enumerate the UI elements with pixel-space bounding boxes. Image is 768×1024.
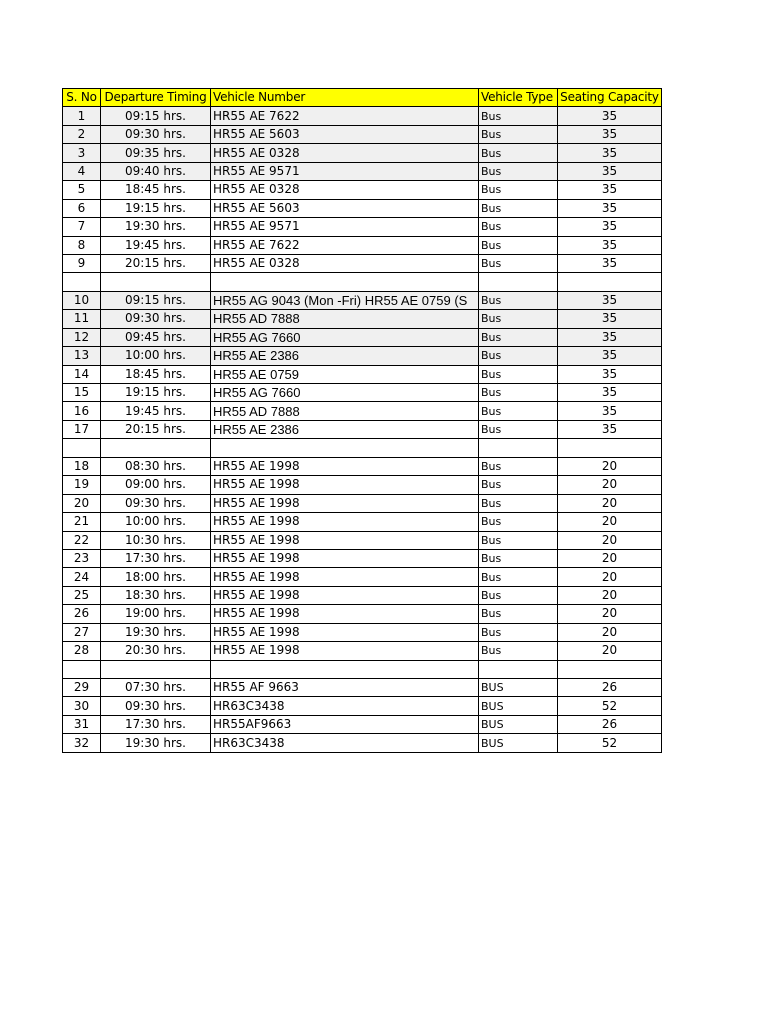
cell-departure-time[interactable]: 09:35 hrs. <box>101 144 211 162</box>
cell-seating-capacity[interactable]: 26 <box>558 679 662 697</box>
cell-seating-capacity[interactable] <box>558 660 662 678</box>
cell-vehicle-type[interactable]: Bus <box>479 236 558 254</box>
cell-seating-capacity[interactable]: 52 <box>558 734 662 752</box>
cell-vehicle-number[interactable]: HR55 AE 1998 <box>211 586 479 604</box>
cell-departure-time[interactable]: 09:00 hrs. <box>101 476 211 494</box>
cell-departure-time[interactable]: 09:30 hrs. <box>101 697 211 715</box>
cell-sno[interactable]: 2 <box>63 125 101 143</box>
cell-vehicle-type[interactable]: Bus <box>479 531 558 549</box>
cell-departure-time[interactable]: 09:15 hrs. <box>101 291 211 309</box>
cell-vehicle-number[interactable]: HR63C3438 <box>211 697 479 715</box>
cell-vehicle-type[interactable]: Bus <box>479 513 558 531</box>
cell-vehicle-type[interactable]: BUS <box>479 679 558 697</box>
cell-seating-capacity[interactable]: 20 <box>558 605 662 623</box>
table-row <box>63 568 662 586</box>
cell-seating-capacity[interactable]: 52 <box>558 697 662 715</box>
cell-sno[interactable]: 32 <box>63 734 101 752</box>
cell-departure-time[interactable]: 18:45 hrs. <box>101 181 211 199</box>
cell-departure-time[interactable]: 19:00 hrs. <box>101 605 211 623</box>
table-row <box>63 218 662 236</box>
table-row <box>63 125 662 143</box>
cell-departure-time[interactable]: 08:30 hrs. <box>101 457 211 475</box>
table-row <box>63 531 662 549</box>
cell-seating-capacity[interactable]: 35 <box>558 310 662 328</box>
cell-seating-capacity[interactable]: 35 <box>558 384 662 402</box>
cell-vehicle-number[interactable]: HR55 AE 5603 <box>211 199 479 217</box>
cell-vehicle-number[interactable]: HR55 AG 9043 (Mon -Fri) HR55 AE 0759 (S <box>211 291 479 309</box>
cell-vehicle-number[interactable]: HR55 AG 7660 <box>211 384 479 402</box>
cell-vehicle-type[interactable]: Bus <box>479 181 558 199</box>
cell-sno[interactable]: 28 <box>63 642 101 660</box>
cell-seating-capacity[interactable]: 35 <box>558 199 662 217</box>
table-row <box>63 273 662 291</box>
cell-vehicle-type[interactable] <box>479 273 558 291</box>
cell-vehicle-type[interactable]: Bus <box>479 291 558 309</box>
header-vehicle-type[interactable]: Vehicle Type <box>479 89 558 107</box>
cell-sno[interactable]: 21 <box>63 513 101 531</box>
table-row <box>63 402 662 420</box>
cell-sno[interactable]: 29 <box>63 679 101 697</box>
cell-departure-time[interactable]: 19:15 hrs. <box>101 199 211 217</box>
table-row <box>63 457 662 475</box>
cell-departure-time[interactable]: 17:30 hrs. <box>101 549 211 567</box>
cell-seating-capacity[interactable]: 20 <box>558 623 662 641</box>
bus-schedule-table <box>62 88 662 753</box>
cell-departure-time[interactable]: 18:45 hrs. <box>101 365 211 383</box>
cell-vehicle-number[interactable]: HR55 AE 1998 <box>211 513 479 531</box>
cell-sno[interactable]: 31 <box>63 715 101 733</box>
cell-vehicle-number[interactable]: HR55 AE 1998 <box>211 605 479 623</box>
cell-sno[interactable]: 18 <box>63 457 101 475</box>
cell-departure-time[interactable]: 20:30 hrs. <box>101 642 211 660</box>
cell-departure-time[interactable]: 19:45 hrs. <box>101 236 211 254</box>
cell-vehicle-number[interactable]: HR55 AE 9571 <box>211 162 479 180</box>
cell-seating-capacity[interactable]: 35 <box>558 347 662 365</box>
cell-vehicle-type[interactable]: Bus <box>479 568 558 586</box>
cell-seating-capacity[interactable]: 20 <box>558 642 662 660</box>
cell-sno[interactable]: 15 <box>63 384 101 402</box>
cell-vehicle-type[interactable]: Bus <box>479 328 558 346</box>
cell-seating-capacity[interactable]: 35 <box>558 218 662 236</box>
cell-vehicle-number[interactable]: HR55 AG 7660 <box>211 328 479 346</box>
cell-vehicle-number[interactable]: HR55 AE 9571 <box>211 218 479 236</box>
table-row <box>63 623 662 641</box>
cell-vehicle-type[interactable]: Bus <box>479 199 558 217</box>
cell-departure-time[interactable]: 19:30 hrs. <box>101 734 211 752</box>
cell-seating-capacity[interactable]: 35 <box>558 144 662 162</box>
cell-seating-capacity[interactable]: 20 <box>558 568 662 586</box>
cell-vehicle-type[interactable]: Bus <box>479 254 558 272</box>
cell-sno[interactable] <box>63 660 101 678</box>
table-row <box>63 236 662 254</box>
cell-sno[interactable]: 26 <box>63 605 101 623</box>
cell-vehicle-number[interactable]: HR55 AE 0328 <box>211 181 479 199</box>
cell-sno[interactable]: 8 <box>63 236 101 254</box>
cell-departure-time[interactable]: 10:00 hrs. <box>101 513 211 531</box>
table-row <box>63 181 662 199</box>
cell-sno[interactable]: 3 <box>63 144 101 162</box>
table-body <box>63 107 662 752</box>
cell-seating-capacity[interactable] <box>558 439 662 457</box>
cell-seating-capacity[interactable]: 35 <box>558 254 662 272</box>
cell-vehicle-type[interactable]: Bus <box>479 107 558 125</box>
cell-seating-capacity[interactable]: 20 <box>558 549 662 567</box>
cell-departure-time[interactable] <box>101 660 211 678</box>
cell-vehicle-type[interactable]: BUS <box>479 734 558 752</box>
cell-vehicle-type[interactable]: BUS <box>479 715 558 733</box>
cell-sno[interactable]: 17 <box>63 420 101 438</box>
cell-vehicle-type[interactable]: Bus <box>479 402 558 420</box>
cell-sno[interactable]: 5 <box>63 181 101 199</box>
cell-vehicle-number[interactable]: HR55 AE 7622 <box>211 236 479 254</box>
cell-sno[interactable] <box>63 273 101 291</box>
header-sno[interactable]: S. No <box>63 89 101 107</box>
cell-sno[interactable]: 14 <box>63 365 101 383</box>
cell-vehicle-type[interactable]: BUS <box>479 697 558 715</box>
cell-sno[interactable]: 22 <box>63 531 101 549</box>
cell-sno[interactable]: 25 <box>63 586 101 604</box>
cell-departure-time[interactable]: 18:30 hrs. <box>101 586 211 604</box>
table-row <box>63 494 662 512</box>
cell-sno[interactable] <box>63 439 101 457</box>
cell-vehicle-type[interactable]: Bus <box>479 586 558 604</box>
cell-sno[interactable]: 9 <box>63 254 101 272</box>
cell-sno[interactable]: 11 <box>63 310 101 328</box>
cell-vehicle-type[interactable]: Bus <box>479 623 558 641</box>
cell-vehicle-type[interactable]: Bus <box>479 476 558 494</box>
cell-vehicle-number[interactable]: HR55 AE 1998 <box>211 642 479 660</box>
cell-sno[interactable]: 16 <box>63 402 101 420</box>
cell-sno[interactable]: 27 <box>63 623 101 641</box>
table-row <box>63 476 662 494</box>
cell-vehicle-number[interactable]: HR55 AE 2386 <box>211 420 479 438</box>
cell-seating-capacity[interactable]: 35 <box>558 162 662 180</box>
cell-departure-time[interactable]: 09:15 hrs. <box>101 107 211 125</box>
cell-sno[interactable]: 4 <box>63 162 101 180</box>
cell-vehicle-number[interactable]: HR55 AD 7888 <box>211 310 479 328</box>
table-row <box>63 310 662 328</box>
cell-vehicle-number[interactable]: HR55 AE 1998 <box>211 623 479 641</box>
cell-vehicle-number[interactable]: HR55 AE 1998 <box>211 476 479 494</box>
cell-departure-time[interactable]: 18:00 hrs. <box>101 568 211 586</box>
cell-vehicle-number[interactable] <box>211 660 479 678</box>
cell-vehicle-type[interactable]: Bus <box>479 384 558 402</box>
cell-vehicle-number[interactable]: HR55 AE 5603 <box>211 125 479 143</box>
cell-seating-capacity[interactable] <box>558 273 662 291</box>
header-row <box>63 89 662 107</box>
table-row <box>63 439 662 457</box>
cell-seating-capacity[interactable]: 20 <box>558 457 662 475</box>
cell-sno[interactable]: 24 <box>63 568 101 586</box>
cell-seating-capacity[interactable]: 20 <box>558 513 662 531</box>
cell-departure-time[interactable]: 19:45 hrs. <box>101 402 211 420</box>
cell-vehicle-number[interactable]: HR55 AE 1998 <box>211 531 479 549</box>
table-row <box>63 144 662 162</box>
cell-departure-time[interactable]: 17:30 hrs. <box>101 715 211 733</box>
cell-vehicle-number[interactable] <box>211 439 479 457</box>
table-row <box>63 347 662 365</box>
cell-vehicle-number[interactable]: HR55 AE 1998 <box>211 549 479 567</box>
header-vehicle-number[interactable]: Vehicle Number <box>211 89 479 107</box>
table-row <box>63 642 662 660</box>
table-row <box>63 697 662 715</box>
table-row <box>63 660 662 678</box>
cell-vehicle-type[interactable]: Bus <box>479 494 558 512</box>
table-row <box>63 513 662 531</box>
cell-seating-capacity[interactable]: 35 <box>558 125 662 143</box>
table-row <box>63 107 662 125</box>
table-row <box>63 549 662 567</box>
cell-vehicle-number[interactable]: HR55 AD 7888 <box>211 402 479 420</box>
table-row <box>63 605 662 623</box>
table-row <box>63 254 662 272</box>
cell-vehicle-number[interactable]: HR55 AE 1998 <box>211 494 479 512</box>
table-row <box>63 420 662 438</box>
cell-seating-capacity[interactable]: 20 <box>558 586 662 604</box>
cell-sno[interactable]: 30 <box>63 697 101 715</box>
cell-vehicle-type[interactable]: Bus <box>479 162 558 180</box>
header-departure-timing[interactable]: Departure Timing <box>101 89 211 107</box>
cell-vehicle-number[interactable]: HR55 AE 0759 <box>211 365 479 383</box>
cell-vehicle-number[interactable] <box>211 273 479 291</box>
cell-seating-capacity[interactable]: 35 <box>558 107 662 125</box>
cell-vehicle-type[interactable]: Bus <box>479 347 558 365</box>
cell-seating-capacity[interactable]: 35 <box>558 365 662 383</box>
cell-sno[interactable]: 10 <box>63 291 101 309</box>
cell-vehicle-type[interactable]: Bus <box>479 144 558 162</box>
cell-departure-time[interactable]: 19:30 hrs. <box>101 623 211 641</box>
cell-departure-time[interactable]: 10:30 hrs. <box>101 531 211 549</box>
cell-vehicle-type[interactable]: Bus <box>479 605 558 623</box>
cell-departure-time[interactable]: 09:30 hrs. <box>101 310 211 328</box>
table-row <box>63 365 662 383</box>
cell-departure-time[interactable]: 09:40 hrs. <box>101 162 211 180</box>
cell-departure-time[interactable]: 19:30 hrs. <box>101 218 211 236</box>
table-row <box>63 291 662 309</box>
cell-seating-capacity[interactable]: 35 <box>558 181 662 199</box>
table-row <box>63 679 662 697</box>
cell-seating-capacity[interactable]: 35 <box>558 420 662 438</box>
cell-vehicle-type[interactable] <box>479 439 558 457</box>
table-row <box>63 328 662 346</box>
cell-vehicle-number[interactable]: HR55 AE 2386 <box>211 347 479 365</box>
cell-seating-capacity[interactable]: 35 <box>558 402 662 420</box>
cell-vehicle-number[interactable]: HR55 AE 7622 <box>211 107 479 125</box>
table-row <box>63 384 662 402</box>
cell-departure-time[interactable]: 20:15 hrs. <box>101 254 211 272</box>
cell-vehicle-type[interactable]: Bus <box>479 125 558 143</box>
cell-seating-capacity[interactable]: 20 <box>558 476 662 494</box>
cell-seating-capacity[interactable]: 26 <box>558 715 662 733</box>
cell-departure-time[interactable] <box>101 273 211 291</box>
cell-vehicle-type[interactable]: Bus <box>479 549 558 567</box>
table-row <box>63 162 662 180</box>
table-row <box>63 734 662 752</box>
cell-departure-time[interactable]: 09:30 hrs. <box>101 494 211 512</box>
cell-seating-capacity[interactable]: 20 <box>558 494 662 512</box>
cell-sno[interactable]: 13 <box>63 347 101 365</box>
cell-sno[interactable]: 12 <box>63 328 101 346</box>
cell-departure-time[interactable]: 20:15 hrs. <box>101 420 211 438</box>
cell-vehicle-type[interactable] <box>479 660 558 678</box>
cell-vehicle-number[interactable]: HR55 AF 9663 <box>211 679 479 697</box>
cell-vehicle-number[interactable]: HR55 AE 0328 <box>211 254 479 272</box>
cell-vehicle-type[interactable]: Bus <box>479 365 558 383</box>
table-row <box>63 715 662 733</box>
cell-seating-capacity[interactable]: 20 <box>558 531 662 549</box>
cell-departure-time[interactable] <box>101 439 211 457</box>
cell-departure-time[interactable]: 09:45 hrs. <box>101 328 211 346</box>
cell-sno[interactable]: 20 <box>63 494 101 512</box>
cell-vehicle-type[interactable]: Bus <box>479 642 558 660</box>
table-row <box>63 199 662 217</box>
cell-sno[interactable]: 19 <box>63 476 101 494</box>
cell-vehicle-number[interactable]: HR55 AE 1998 <box>211 568 479 586</box>
cell-vehicle-number[interactable]: HR63C3438 <box>211 734 479 752</box>
cell-sno[interactable]: 6 <box>63 199 101 217</box>
cell-seating-capacity[interactable]: 35 <box>558 328 662 346</box>
table-row <box>63 586 662 604</box>
cell-departure-time[interactable]: 07:30 hrs. <box>101 679 211 697</box>
cell-departure-time[interactable]: 19:15 hrs. <box>101 384 211 402</box>
cell-vehicle-number[interactable]: HR55 AE 1998 <box>211 457 479 475</box>
cell-vehicle-type[interactable]: Bus <box>479 218 558 236</box>
cell-vehicle-type[interactable]: Bus <box>479 310 558 328</box>
cell-vehicle-number[interactable]: HR55AF9663 <box>211 715 479 733</box>
cell-seating-capacity[interactable]: 35 <box>558 291 662 309</box>
cell-sno[interactable]: 1 <box>63 107 101 125</box>
cell-departure-time[interactable]: 10:00 hrs. <box>101 347 211 365</box>
header-seating-capacity[interactable]: Seating Capacity <box>558 89 662 107</box>
cell-sno[interactable]: 7 <box>63 218 101 236</box>
cell-departure-time[interactable]: 09:30 hrs. <box>101 125 211 143</box>
cell-vehicle-type[interactable]: Bus <box>479 457 558 475</box>
cell-sno[interactable]: 23 <box>63 549 101 567</box>
cell-seating-capacity[interactable]: 35 <box>558 236 662 254</box>
cell-vehicle-number[interactable]: HR55 AE 0328 <box>211 144 479 162</box>
cell-vehicle-type[interactable]: Bus <box>479 420 558 438</box>
